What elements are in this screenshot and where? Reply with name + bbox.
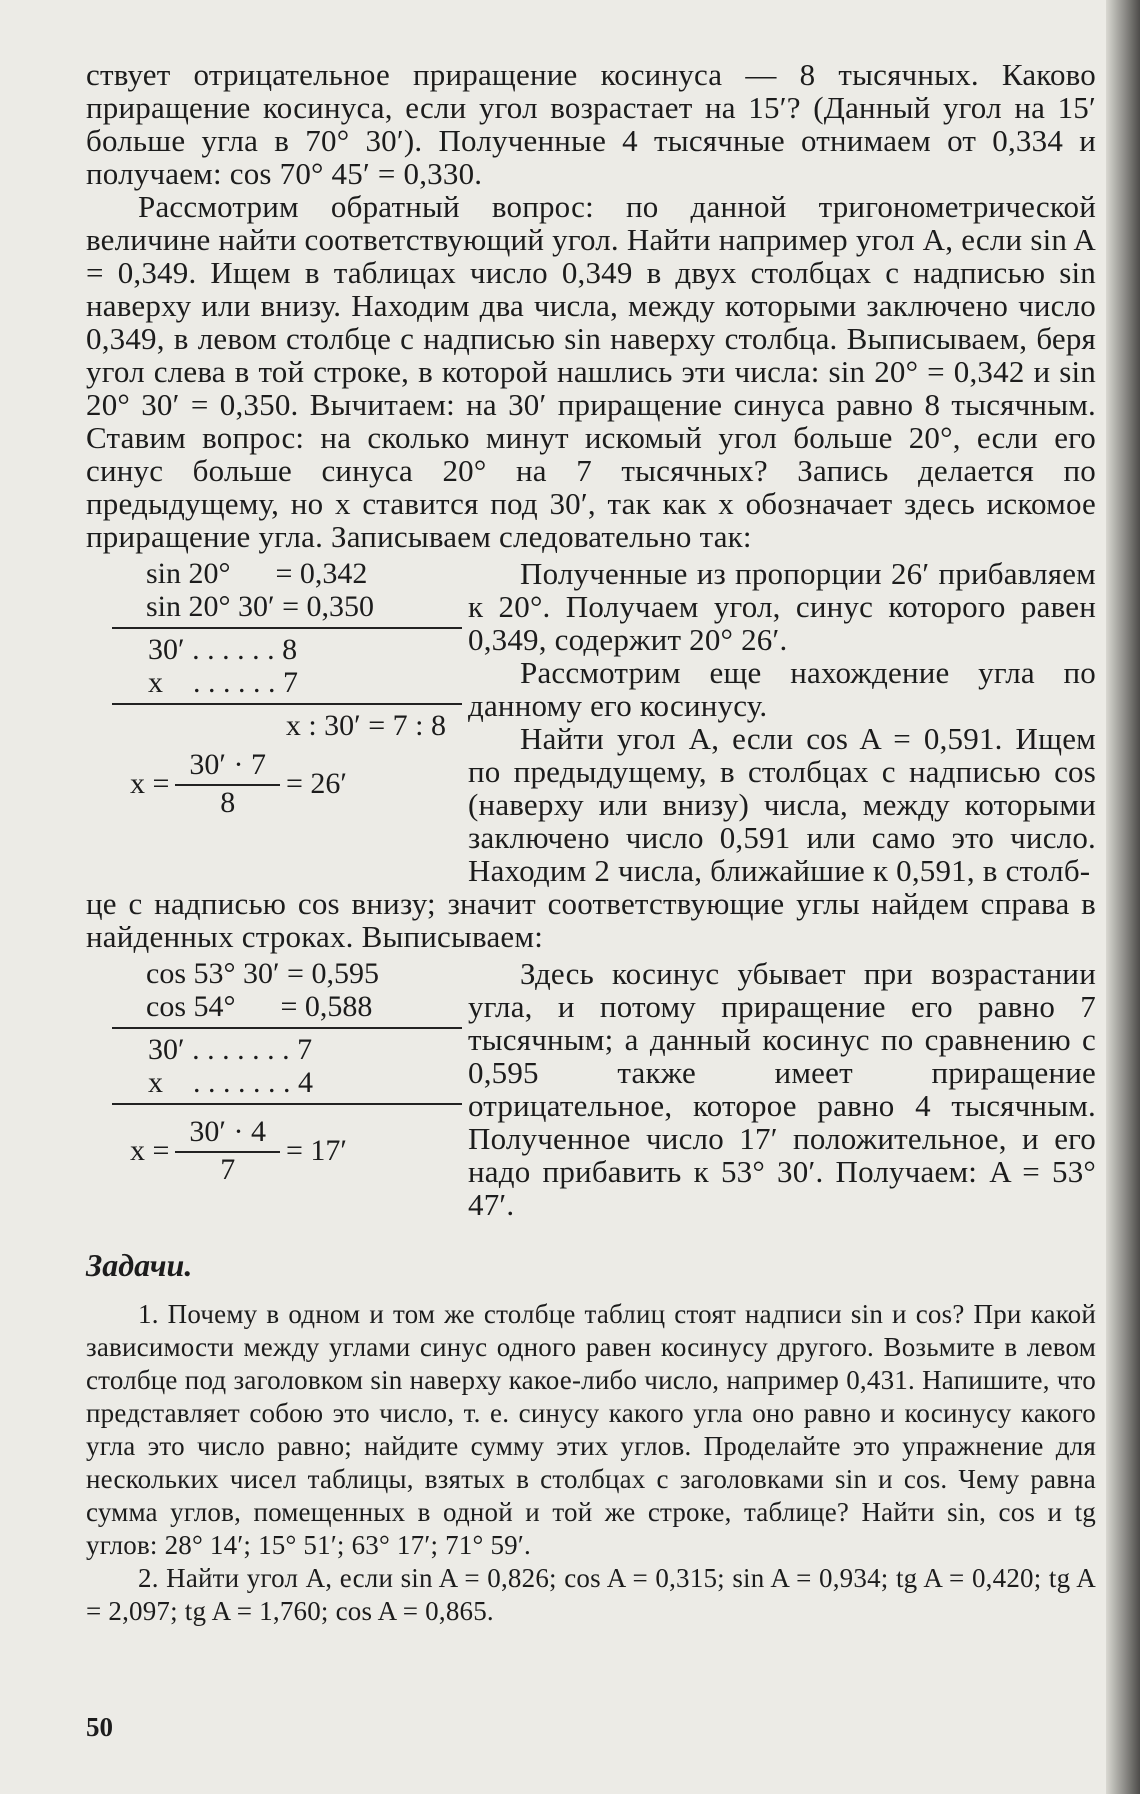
formula-result: = 17′ [285, 1134, 347, 1167]
table-divider [112, 1027, 462, 1029]
fraction [175, 748, 280, 820]
paragraph-inverse-question: Рассмотрим обратный вопрос: по данной тригонометрической величине найти соответствующий угол. Найти например угол A, если sin A = 0,349. Ищем в таблицах число 0,349 в двух столбцах с надписью sin наверху или внизу. Находим два числа, между которыми заключено число 0,349, в левом столбце с надписью sin наверху столбца. Выписываем, беря угол слева в той строке, в которой нашлись эти числа: sin 20° = 0,342 и sin 20° 30′ = 0,350. Вычитаем: на 30′ приращение синуса равно 8 тысячным. Ставим вопрос: на сколько минут искомый угол больше 20°, если его синус больше синуса 20° на 7 тысячных? Запись делается по предыдущему, но x ставится под 30′, так как x обозначает здесь искомое приращение угла. Записываем следовательно так: [86, 189, 1096, 554]
page-number: 50 [86, 1712, 113, 1742]
table-divider [112, 1103, 462, 1105]
proportion-formula: x : 30′ = 7 : 8 [285, 709, 446, 742]
table-row: cos 54° = 0,588 [146, 990, 373, 1023]
fraction-numerator: 30′ · 7 [175, 748, 280, 786]
sine-example-block [86, 557, 1096, 887]
section-heading-tasks: Задачи. [86, 1247, 193, 1283]
side-paragraph: Рассмотрим еще нахождение угла по данному его косинусу. [468, 655, 1096, 723]
table-row: 30′ . . . . . . 8 [148, 633, 298, 666]
side-paragraph: Полученные из пропорции 26′ прибавляем к 20°. Получаем угол, синус которого равен 0,349, содержит 20° 26′. [468, 556, 1096, 657]
table-row: x . . . . . . . 4 [148, 1066, 313, 1099]
fraction-formula [86, 742, 468, 826]
fraction [175, 1115, 280, 1187]
table-row: cos 53° 30′ = 0,595 [146, 957, 379, 990]
table-row: x . . . . . . 7 [148, 666, 298, 699]
formula-x-label: x = [130, 1134, 170, 1167]
task-item: 2. Найти угол A, если sin A = 0,826; cos A = 0,315; sin A = 0,934; tg A = 0,420; tg A = 2,097; tg A = 1,760; cos A = 0,865. [86, 1563, 1096, 1626]
cosine-side-text [468, 957, 1096, 1221]
table-row: 30′ . . . . . . . 7 [148, 1033, 313, 1066]
table-divider [112, 627, 462, 629]
table-row: sin 20° 30′ = 0,350 [146, 590, 374, 623]
paragraph-cosine-continuation: це с надписью cos внизу; значит соответствующие углы найдем справа в найденных строках. Выписываем: [86, 886, 1096, 954]
task-item: 1. Почему в одном и том же столбце таблиц стоят надписи sin и cos? При какой зависимости между углами синус одного равен косинусу другого. Возьмите в левом столбце под заголовком sin наверху какое-либо число, например 0,431. Напишите, что представляет собою это число, т. е. синусу какого угла оно равно и косинусу какого угла это число равно; найдите сумму этих углов. Проделайте это упражнение для нескольких чисел таблицы, взятых в столбцах с заголовками sin и cos. Чему равна сумма углов, помещенных в одной и той же строке, таблице? Найти sin, cos и tg углов: 28° 14′; 15° 51′; 63° 17′; 71° 59′. [86, 1299, 1096, 1560]
book-spine-shadow [1106, 0, 1140, 1794]
side-paragraph: Найти угол A, если cos A = 0,591. Ищем по предыдущему, в столбцах с надписью cos (наверху или внизу) числа, между которыми заключено число 0,591 или само это число. Находим 2 числа, ближайшие к 0,591, в столб- [468, 721, 1096, 888]
book-page [86, 58, 1096, 1628]
formula-x-label: x = [130, 767, 170, 800]
sine-side-text [468, 557, 1096, 887]
fraction-denominator: 8 [220, 786, 236, 819]
cosine-calculation-table [86, 957, 468, 1221]
cosine-example-block [86, 957, 1096, 1221]
table-row: sin 20° = 0,342 [146, 557, 368, 590]
fraction-denominator: 7 [220, 1153, 236, 1186]
task-list [86, 1298, 1096, 1628]
fraction-formula [86, 1109, 468, 1193]
formula-result: = 26′ [285, 767, 347, 800]
table-divider [112, 703, 462, 705]
side-paragraph: Здесь косинус убывает при возрастании угла, и потому приращение его равно 7 тысячным; а данный косинус по сравнению с 0,595 также имеет приращение отрицательное, которое равно 4 тысячным. Полученное число 17′ положительное, и его надо прибавить к 53° 30′. Получаем: A = 53° 47′. [468, 956, 1096, 1222]
paragraph-cosine-increment: ствует отрицательное приращение косинуса — 8 тысячных. Каково приращение косинуса, если угол возрастает на 15′? (Данный угол на 15′ больше угла в 70° 30′). Полученные 4 тысячные отнимаем от 0,334 и получаем: cos 70° 45′ = 0,330. [86, 57, 1096, 191]
sine-calculation-table [86, 557, 468, 887]
fraction-numerator: 30′ · 4 [175, 1115, 280, 1153]
